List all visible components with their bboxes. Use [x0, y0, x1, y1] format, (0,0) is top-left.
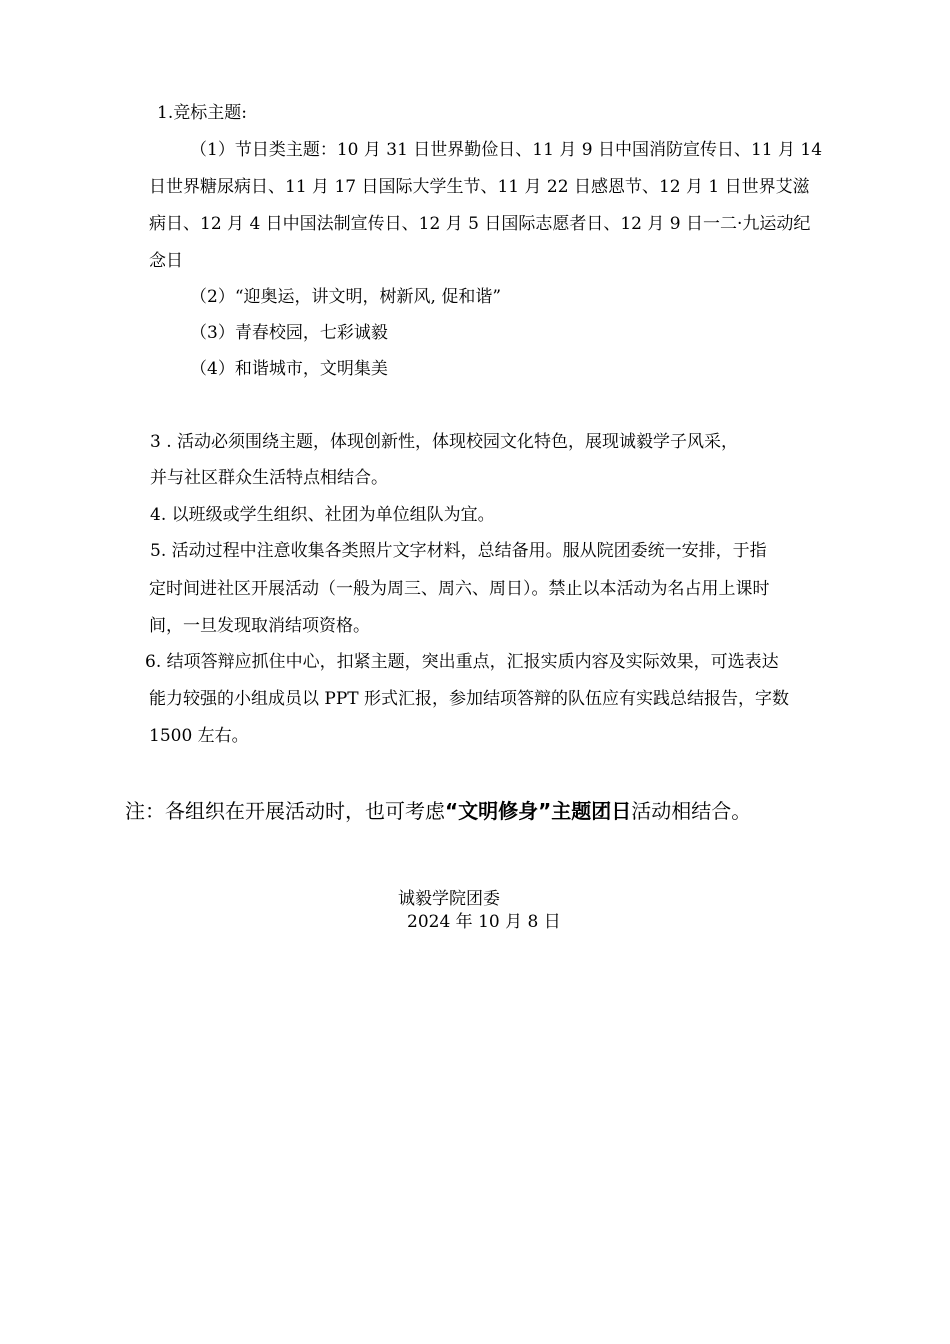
section-6-line-1: 6. 结项答辩应抓住中心，扣紧主题，突出重点，汇报实质内容及实际效果，可选表达: [145, 652, 779, 672]
section-6-line-3: 1500 左右。: [149, 726, 249, 746]
item-1-line-2: 日世界糖尿病日、11 月 17 日国际大学生节、11 月 22 日感恩节、12 月 1 日世界艾滋: [149, 177, 810, 197]
note-paragraph: [125, 799, 751, 823]
item-4: （4）和谐城市，文明集美: [190, 359, 388, 379]
section-1-heading: 1.竞标主题:: [157, 103, 247, 123]
section-5-line-3: 间，一旦发现取消结项资格。: [149, 616, 370, 636]
section-3-line-2: 并与社区群众生活特点相结合。: [150, 468, 388, 488]
note-suffix: 活动相结合。: [631, 799, 752, 823]
signature-org: 诚毅学院团委: [398, 889, 500, 909]
item-1-line-1: （1）节日类主题：10 月 31 日世界勤俭日、11 月 9 日中国消防宣传日、11 月 14: [190, 140, 823, 160]
item-2: （2）“迎奥运，讲文明，树新风, 促和谐”: [190, 287, 502, 307]
signature-date: 2024 年 10 月 8 日: [407, 912, 561, 932]
section-4: 4. 以班级或学生组织、社团为单位组队为宜。: [150, 505, 495, 525]
item-1-line-3: 病日、12 月 4 日中国法制宣传日、12 月 5 日国际志愿者日、12 月 9 日一二·九运动纪: [149, 214, 811, 234]
section-6-line-2: 能力较强的小组成员以 PPT 形式汇报，参加结项答辩的队伍应有实践总结报告，字数: [149, 689, 790, 709]
section-5-line-1: 5. 活动过程中注意收集各类照片文字材料，总结备用。服从院团委统一安排，于指: [150, 541, 767, 561]
section-3-line-1: 3 . 活动必须围绕主题，体现创新性，体现校园文化特色，展现诚毅学子风采，: [150, 432, 739, 452]
item-1-line-4: 念日: [149, 251, 183, 271]
note-bold-theme: “文明修身”主题团日: [445, 799, 632, 823]
section-5-line-2: 定时间进社区开展活动（一般为周三、周六、周日）。禁止以本活动为名占用上课时: [149, 579, 770, 599]
note-prefix: 注：各组织在开展活动时，也可考虑: [125, 799, 445, 823]
item-3: （3）青春校园，七彩诚毅: [190, 323, 388, 343]
